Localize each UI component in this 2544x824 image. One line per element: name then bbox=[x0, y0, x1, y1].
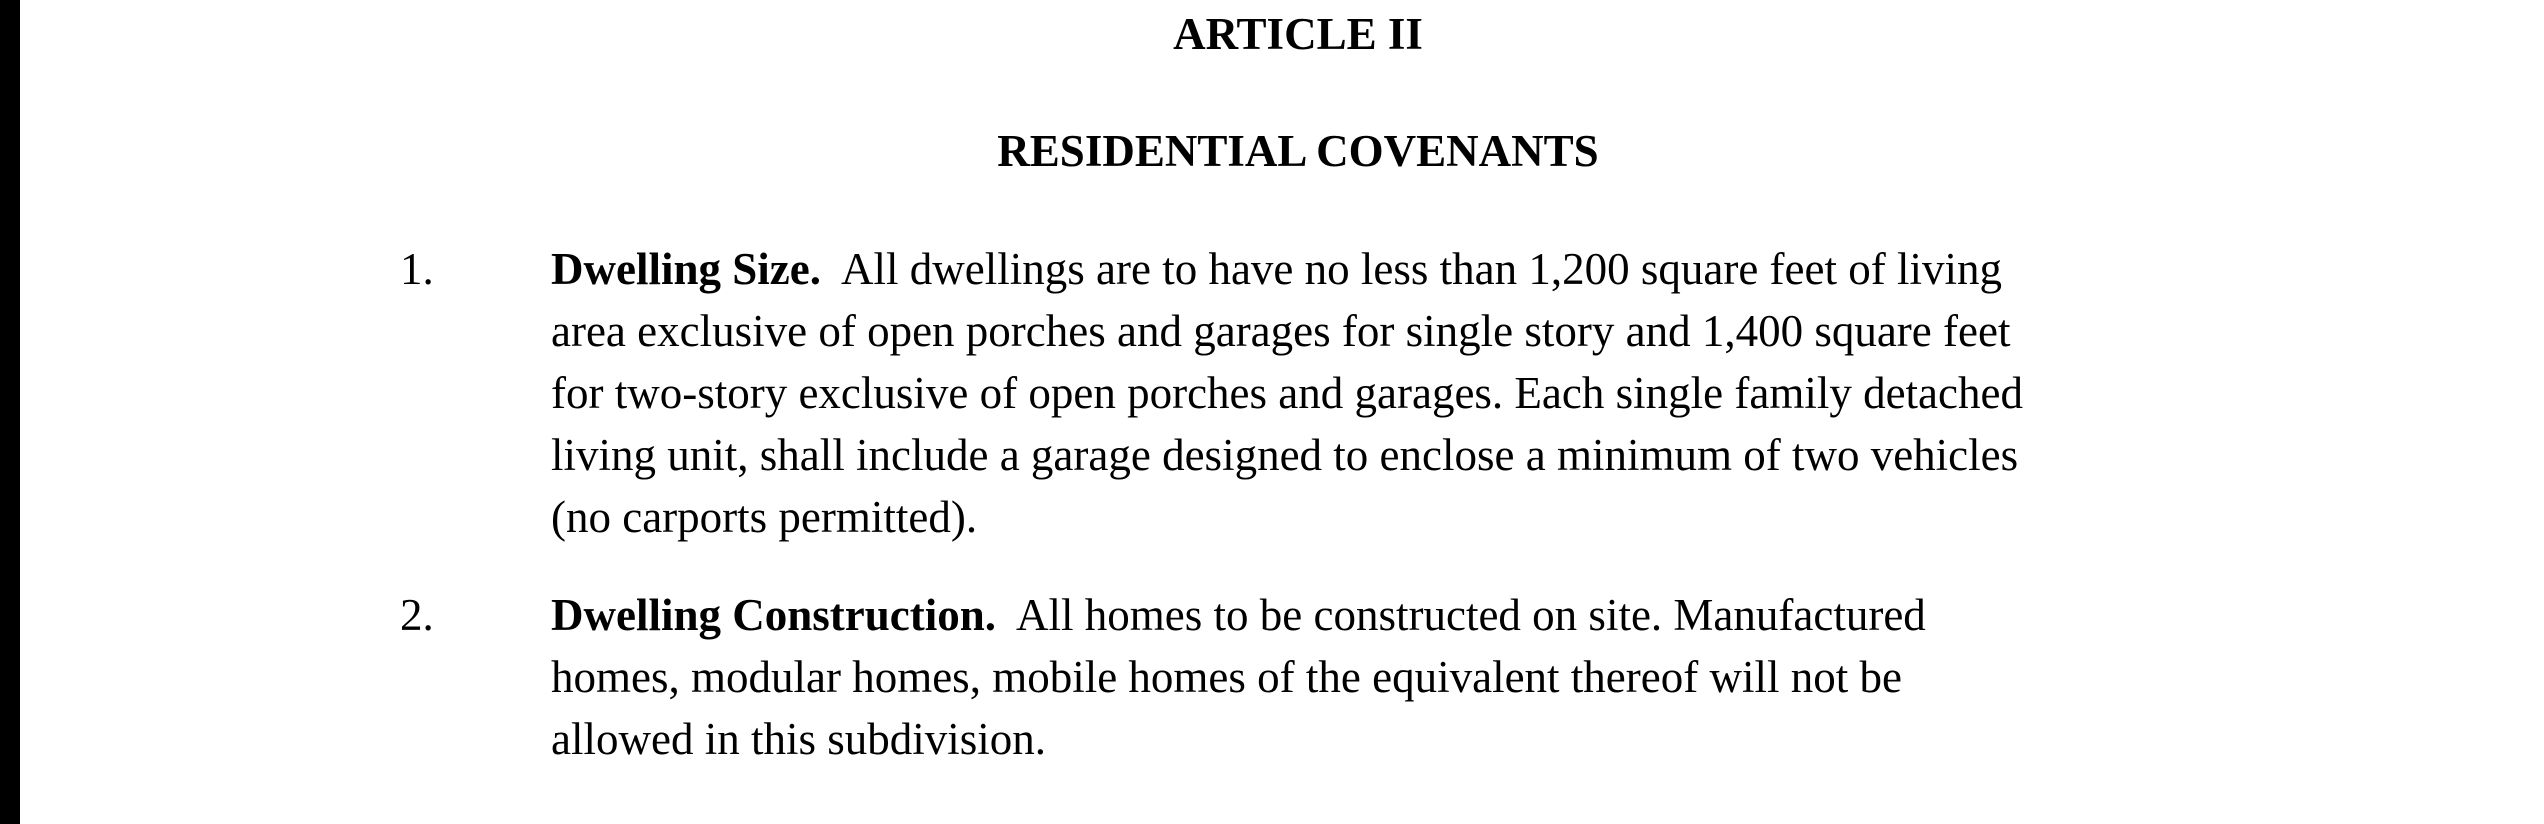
item-number: 1. bbox=[400, 244, 434, 294]
item-line: (no carports permitted). bbox=[551, 492, 978, 542]
item-body bbox=[551, 238, 2271, 548]
item-number: 2. bbox=[400, 590, 434, 640]
item-body bbox=[551, 584, 2271, 770]
item-term: Dwelling Size. bbox=[551, 244, 821, 294]
item-term: Dwelling Construction. bbox=[551, 590, 997, 640]
item-line bbox=[551, 238, 2271, 300]
article-title: ARTICLE II bbox=[1173, 9, 1423, 59]
item-line: for two-story exclusive of open porches and garages. Each single family detached bbox=[551, 368, 2023, 418]
item-line bbox=[551, 584, 2271, 646]
section-title: RESIDENTIAL COVENANTS bbox=[997, 126, 1599, 176]
scan-edge-bar bbox=[0, 0, 20, 824]
item-text: All dwellings are to have no less than 1,200 square feet of living bbox=[841, 244, 2002, 294]
item-line: living unit, shall include a garage designed to enclose a minimum of two vehicles bbox=[551, 430, 2019, 480]
item-line: area exclusive of open porches and garages for single story and 1,400 square feet bbox=[551, 306, 2011, 356]
item-line: homes, modular homes, mobile homes of the equivalent thereof will not be bbox=[551, 652, 1902, 702]
item-text: All homes to be constructed on site. Manufactured bbox=[1016, 590, 1926, 640]
item-line: allowed in this subdivision. bbox=[551, 714, 1046, 764]
